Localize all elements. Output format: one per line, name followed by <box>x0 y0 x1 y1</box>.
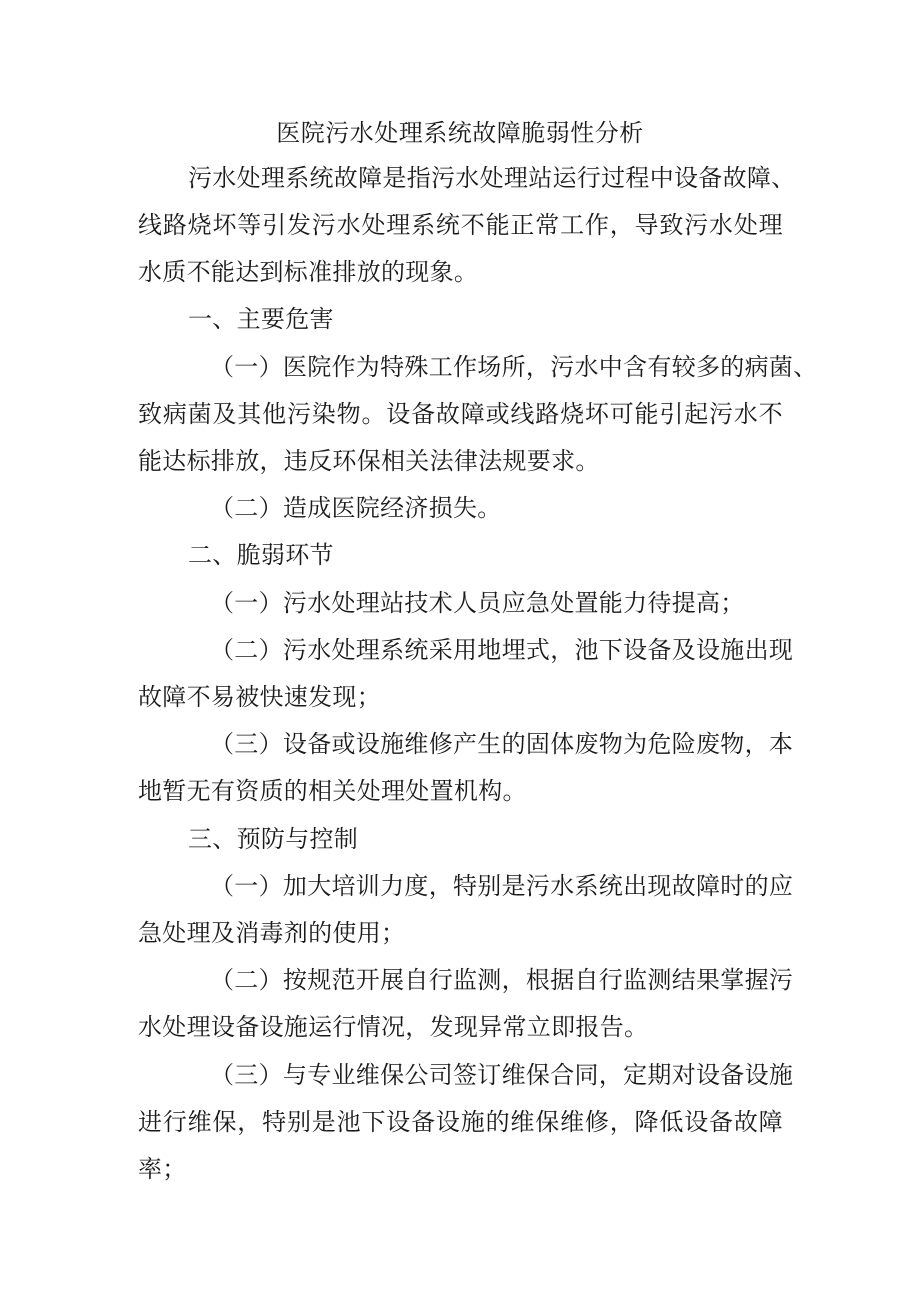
paragraph-line: 能达标排放，违反环保相关法律法规要求。 <box>138 447 600 475</box>
section-heading: 二、脆弱环节 <box>188 541 334 569</box>
paragraph-line: （三）设备或设施维修产生的固体废物为危险废物，本 <box>210 730 794 758</box>
paragraph-line: （三）与专业维保公司签订维保合同，定期对设备设施 <box>210 1061 794 1089</box>
paragraph-line: （二）造成医院经济损失。 <box>210 494 502 522</box>
paragraph-line: 率； <box>138 1155 187 1183</box>
paragraph-line: 线路烧坏等引发污水处理系统不能正常工作，导致污水处理 <box>138 211 783 239</box>
paragraph-line: 故障不易被快速发现； <box>138 683 381 711</box>
paragraph-line: 污水处理系统故障是指污水处理站运行过程中设备故障、 <box>188 164 796 192</box>
paragraph-line: 水质不能达到标准排放的现象。 <box>138 258 479 286</box>
section-heading: 一、主要危害 <box>188 305 334 333</box>
paragraph-line: （一）污水处理站技术人员应急处置能力待提高； <box>210 589 745 617</box>
paragraph-line: （二）污水处理系统采用地埋式，池下设备及设施出现 <box>210 636 794 664</box>
paragraph-line: （一）医院作为特殊工作场所，污水中含有较多的病菌、 <box>210 353 818 381</box>
paragraph-line: 致病菌及其他污染物。设备故障或线路烧坏可能引起污水不 <box>138 400 783 428</box>
paragraph-line: 地暂无有资质的相关处理处置机构。 <box>138 777 527 805</box>
document-title: 医院污水处理系统故障脆弱性分析 <box>276 119 644 147</box>
paragraph-line: （二）按规范开展自行监测，根据自行监测结果掌握污 <box>210 966 794 994</box>
paragraph-line: （一）加大培训力度，特别是污水系统出现故障时的应 <box>210 872 794 900</box>
paragraph-line: 急处理及消毒剂的使用； <box>138 919 406 947</box>
section-heading: 三、预防与控制 <box>188 825 359 853</box>
paragraph-line: 水处理设备设施运行情况，发现异常立即报告。 <box>138 1013 649 1041</box>
paragraph-line: 进行维保，特别是池下设备设施的维保维修，降低设备故障 <box>138 1108 783 1136</box>
